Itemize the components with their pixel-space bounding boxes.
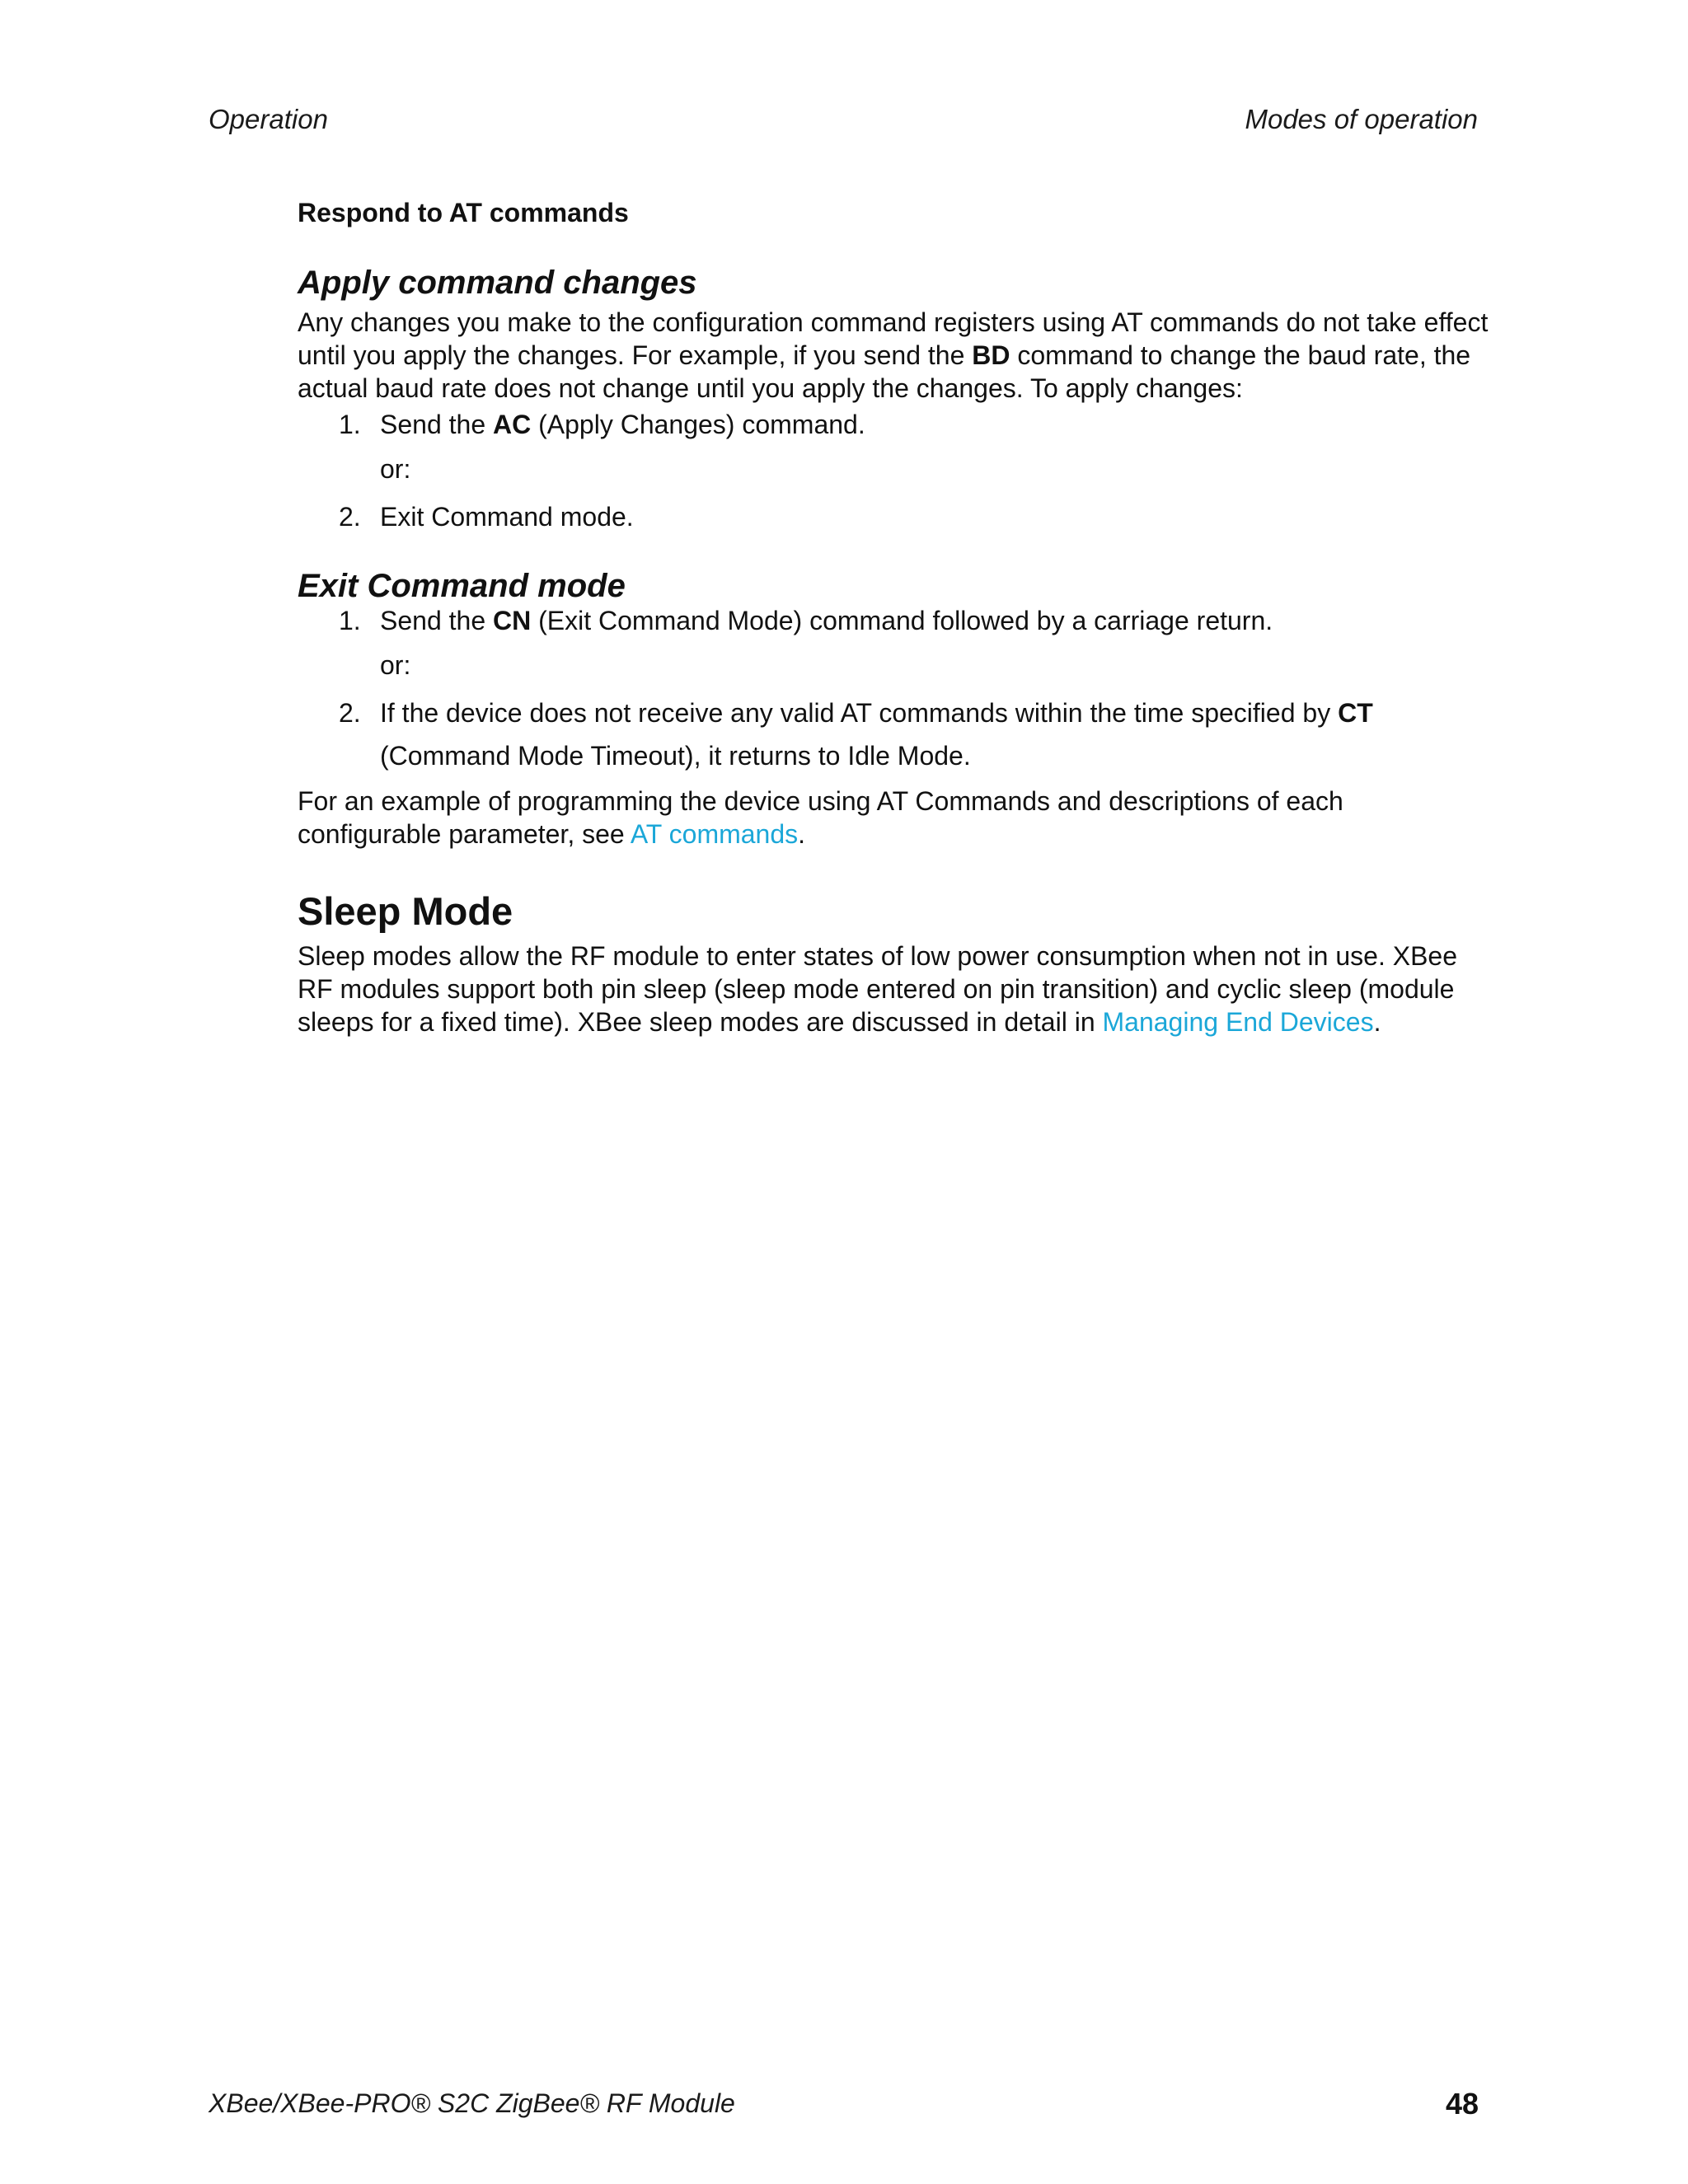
- exit-item2-line2: (Command Mode Timeout), it returns to Idle Mode.: [380, 741, 971, 771]
- exit-item1-post: (Exit Command Mode) command followed by a carriage return.: [531, 606, 1273, 635]
- apply-changes-paragraph: [298, 306, 1493, 405]
- sleep-period: .: [1373, 1007, 1381, 1037]
- at-example-text: For an example of programming the device using AT Commands and descriptions of each configurable parameter, see: [298, 786, 1343, 849]
- apply-para-text-2: command to change the baud rate, the actual baud rate does not change until you apply the changes. To apply changes:: [298, 340, 1471, 403]
- exit-item1-pre: Send the: [380, 606, 493, 635]
- apply-item2-text: Exit Command mode.: [380, 502, 634, 532]
- sleep-mode-heading: Sleep Mode: [298, 889, 513, 933]
- managing-end-devices-link[interactable]: Managing End Devices: [1102, 1007, 1374, 1037]
- list-number: 1.: [339, 410, 361, 439]
- at-example-period: .: [798, 819, 806, 849]
- running-footer-title: XBee/XBee-PRO® S2C ZigBee® RF Module: [209, 2088, 735, 2118]
- exit-list-item-1: [298, 604, 1493, 637]
- at-commands-link[interactable]: AT commands: [630, 819, 799, 849]
- at-example-paragraph: [298, 785, 1493, 851]
- apply-item1-pre: Send the: [380, 410, 493, 439]
- list-number: 2.: [339, 698, 361, 728]
- apply-item1-post: (Apply Changes) command.: [531, 410, 865, 439]
- list-number: 1.: [339, 606, 361, 635]
- page-number: 48: [1445, 2087, 1479, 2121]
- running-header-left: Operation: [209, 104, 328, 134]
- ct-command: CT: [1338, 698, 1373, 728]
- exit-command-mode-heading: Exit Command mode: [298, 568, 626, 604]
- respond-heading: Respond to AT commands: [298, 198, 629, 227]
- bd-command: BD: [972, 340, 1010, 370]
- ac-command: AC: [493, 410, 532, 439]
- running-header-right: Modes of operation: [1245, 104, 1478, 134]
- apply-changes-heading: Apply command changes: [298, 265, 697, 301]
- sleep-mode-paragraph: [298, 940, 1493, 1038]
- sleep-text: Sleep modes allow the RF module to enter states of low power consumption when not in use. XBee RF modules support both pin sleep (sleep mode entered on pin transition) and cyclic sleep (module sleeps for a fixed time). XBee sleep modes are discussed in detail in: [298, 941, 1457, 1037]
- apply-list-item-2: [298, 500, 1493, 533]
- exit-item2-pre: If the device does not receive any valid AT commands within the time specified by: [380, 698, 1339, 728]
- apply-or: or:: [380, 454, 411, 484]
- apply-list-item-1: [298, 408, 1493, 441]
- cn-command: CN: [493, 606, 532, 635]
- apply-para-text-1: Any changes you make to the configuration command registers using AT commands do not take effect until you apply the changes. For example, if you send the: [298, 307, 1489, 370]
- page-content: [298, 194, 1493, 1038]
- exit-or: or:: [380, 650, 411, 680]
- list-number: 2.: [339, 502, 361, 532]
- exit-list-item-2: [298, 696, 1493, 729]
